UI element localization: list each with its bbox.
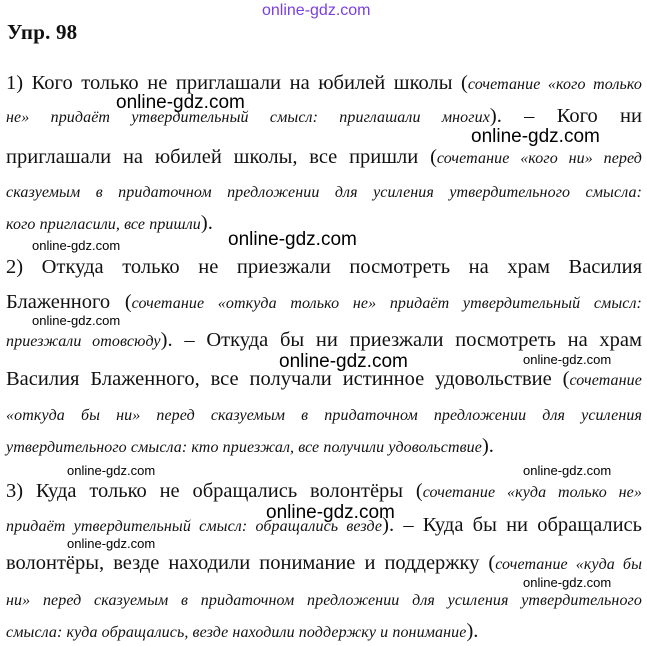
item-1-line-1: 1) Кого только не приглашали на юбилей школы (сочетание «кого только (6, 72, 642, 94)
watermark: online-gdz.com (228, 229, 357, 250)
watermark: online-gdz.com (523, 575, 612, 590)
watermark: online-gdz.com (67, 463, 156, 478)
item-3-line-1: 3) Куда только не обращались волонтёры (сочетание «куда только не» (6, 480, 642, 502)
item-2-line-5: «откуда бы ни» перед сказуемым в придаточном предложении для усиления (6, 407, 642, 424)
watermark: online-gdz.com (471, 126, 600, 147)
item-2-line-2: Блаженного (сочетание «откуда только не» придаёт утвердительный смысл: (6, 291, 642, 313)
watermark: online-gdz.com (67, 536, 156, 551)
watermark: online-gdz.com (279, 351, 408, 372)
item-1-line-5: кого пригласили, все пришли). (6, 212, 213, 234)
watermark-top: online-gdz.com (262, 2, 371, 19)
watermark: online-gdz.com (32, 238, 121, 253)
item-1-line-2: не» придаёт утвердительный смысл: приглашали многих). – Кого ни (6, 105, 642, 127)
item-2-line-3: приезжали отовсюду). – Откуда бы ни приезжали посмотреть на храм (6, 329, 642, 351)
exercise-heading: Упр. 98 (7, 20, 78, 44)
item-2-line-1: 2) Откуда только не приезжали посмотреть на храм Василия (6, 256, 642, 278)
item-3-line-4: ни» перед сказуемым в придаточном предложении для усиления утвердительного (6, 592, 642, 609)
item-1-line-4: сказуемым в придаточном предложении для усиления утвердительного смысла: (6, 184, 642, 201)
watermark: online-gdz.com (523, 463, 612, 478)
watermark: online-gdz.com (116, 92, 245, 113)
watermark: online-gdz.com (266, 502, 395, 523)
item-3-line-2: придаёт утвердительный смысл: обращались везде). – Куда бы ни обращались (6, 514, 642, 536)
item-3-line-3: волонтёры, везде находили понимание и поддержку (сочетание «куда бы (6, 552, 642, 574)
item-2-line-6: утвердительного смысла: кто приезжал, все получили удовольствие). (6, 435, 494, 457)
item-3-line-5: смысла: куда обращались, везде находили поддержку и понимание). (6, 620, 479, 642)
item-2-line-4: Василия Блаженного, все получали истинное удовольствие (сочетание (6, 368, 642, 390)
watermark: online-gdz.com (32, 313, 121, 328)
watermark: online-gdz.com (523, 352, 612, 367)
item-1-line-3: приглашали на юбилей школы, все пришли (сочетание «кого ни» перед (6, 146, 643, 168)
